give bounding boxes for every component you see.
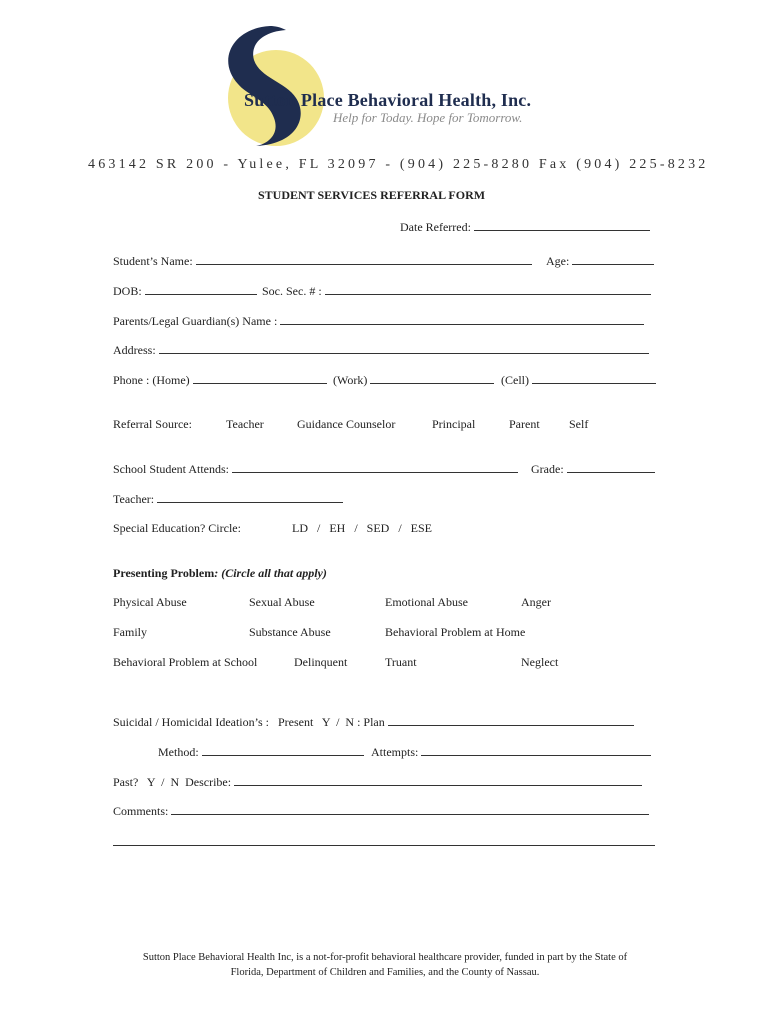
org-name: Sutton Place Behavioral Health, Inc.	[244, 90, 532, 110]
address-label: Address:	[113, 343, 156, 357]
ideation-label: Suicidal / Homicidal Ideation’s : Present Y / N : Plan	[113, 715, 385, 729]
problem-emotional-abuse[interactable]: Emotional Abuse	[385, 595, 468, 609]
method-field[interactable]	[158, 744, 364, 760]
ssn-label: Soc. Sec. # :	[262, 284, 322, 298]
phone-cell-label: (Cell)	[501, 373, 529, 387]
referral-option-teacher[interactable]: Teacher	[226, 417, 264, 431]
past-field[interactable]	[113, 774, 642, 790]
footer-line-2: Florida, Department of Children and Families, and the County of Nassau.	[230, 967, 540, 978]
referral-source-label: Referral Source:	[113, 417, 192, 431]
school-field[interactable]	[113, 461, 518, 477]
problem-behavioral-home[interactable]: Behavioral Problem at Home	[385, 625, 526, 639]
grade-label: Grade:	[531, 462, 564, 476]
form-title: STUDENT SERVICES REFERRAL FORM	[258, 188, 486, 202]
school-label: School Student Attends:	[113, 462, 230, 476]
guardian-field[interactable]	[113, 313, 644, 329]
attempts-blank[interactable]	[421, 744, 651, 756]
problem-substance-abuse[interactable]: Substance Abuse	[249, 625, 331, 639]
phone-cell-blank[interactable]	[532, 372, 656, 384]
address-blank[interactable]	[159, 342, 649, 354]
date-referred-blank[interactable]	[474, 219, 650, 231]
student-name-label: Student’s Name:	[113, 254, 193, 268]
referral-option-parent[interactable]: Parent	[509, 417, 540, 431]
phone-home-field[interactable]	[113, 372, 327, 388]
dob-label: DOB:	[113, 284, 142, 298]
date-referred-field[interactable]	[400, 219, 650, 235]
school-blank[interactable]	[232, 461, 518, 473]
teacher-blank[interactable]	[157, 491, 343, 503]
past-label: Past? Y / N Describe:	[113, 775, 232, 789]
problem-neglect[interactable]: Neglect	[521, 655, 559, 669]
address-field[interactable]	[113, 342, 649, 358]
problem-behavioral-school[interactable]: Behavioral Problem at School	[113, 655, 258, 669]
problem-anger[interactable]: Anger	[521, 595, 551, 609]
student-name-field[interactable]	[113, 253, 532, 269]
attempts-field[interactable]	[371, 744, 651, 760]
method-label: Method:	[158, 745, 199, 759]
dob-field[interactable]	[113, 283, 257, 299]
age-label: Age:	[546, 254, 570, 268]
attempts-label: Attempts:	[371, 745, 419, 759]
comments-blank[interactable]	[171, 803, 649, 815]
problem-family[interactable]: Family	[113, 625, 148, 639]
plan-blank[interactable]	[388, 714, 634, 726]
guardian-blank[interactable]	[280, 313, 644, 325]
problem-delinquent[interactable]: Delinquent	[294, 655, 348, 669]
problem-truant[interactable]: Truant	[385, 655, 417, 669]
grade-blank[interactable]	[567, 461, 655, 473]
special-ed-options[interactable]: LD / EH / SED / ESE	[292, 521, 432, 535]
phone-work-label: (Work)	[333, 373, 368, 387]
problem-physical-abuse[interactable]: Physical Abuse	[113, 595, 187, 609]
ssn-blank[interactable]	[325, 283, 651, 295]
problem-sexual-abuse[interactable]: Sexual Abuse	[249, 595, 315, 609]
referral-option-guidance-counselor[interactable]: Guidance Counselor	[297, 417, 396, 431]
logo-icon	[208, 20, 328, 150]
tagline: Help for Today. Hope for Tomorrow.	[333, 110, 523, 125]
age-field[interactable]	[546, 253, 654, 269]
age-blank[interactable]	[572, 253, 654, 265]
comments-field[interactable]	[113, 803, 649, 819]
phone-work-field[interactable]	[333, 372, 494, 388]
special-ed-label: Special Education? Circle:	[113, 521, 241, 535]
comments-extra-line[interactable]	[113, 845, 655, 846]
org-address: 463142 SR 200 - Yulee, FL 32097 - (904) 225-8280 Fax (904) 225-8232	[88, 157, 709, 172]
guardian-label: Parents/Legal Guardian(s) Name :	[113, 314, 278, 328]
grade-field[interactable]	[531, 461, 655, 477]
teacher-label: Teacher:	[113, 492, 155, 506]
teacher-field[interactable]	[113, 491, 343, 507]
referral-option-self[interactable]: Self	[569, 417, 589, 431]
footer-note	[80, 950, 690, 980]
comments-label: Comments:	[113, 804, 169, 818]
method-blank[interactable]	[202, 744, 364, 756]
phone-cell-field[interactable]	[501, 372, 656, 388]
presenting-problem-heading	[113, 566, 327, 581]
phone-home-label: Phone : (Home)	[113, 373, 190, 387]
date-referred-label: Date Referred:	[400, 220, 471, 234]
presenting-problem-note: : (Circle all that apply)	[214, 566, 327, 580]
dob-blank[interactable]	[145, 283, 257, 295]
presenting-problem-label: Presenting Problem	[113, 566, 215, 580]
referral-option-principal[interactable]: Principal	[432, 417, 476, 431]
past-describe-blank[interactable]	[234, 774, 642, 786]
phone-home-blank[interactable]	[193, 372, 327, 384]
ssn-field[interactable]	[262, 283, 651, 299]
ideation-field[interactable]	[113, 714, 634, 730]
footer-line-1: Sutton Place Behavioral Health Inc, is a not-for-profit behavioral healthcare provider, funded in part by the State of	[142, 952, 628, 963]
student-name-blank[interactable]	[196, 253, 532, 265]
phone-work-blank[interactable]	[370, 372, 494, 384]
